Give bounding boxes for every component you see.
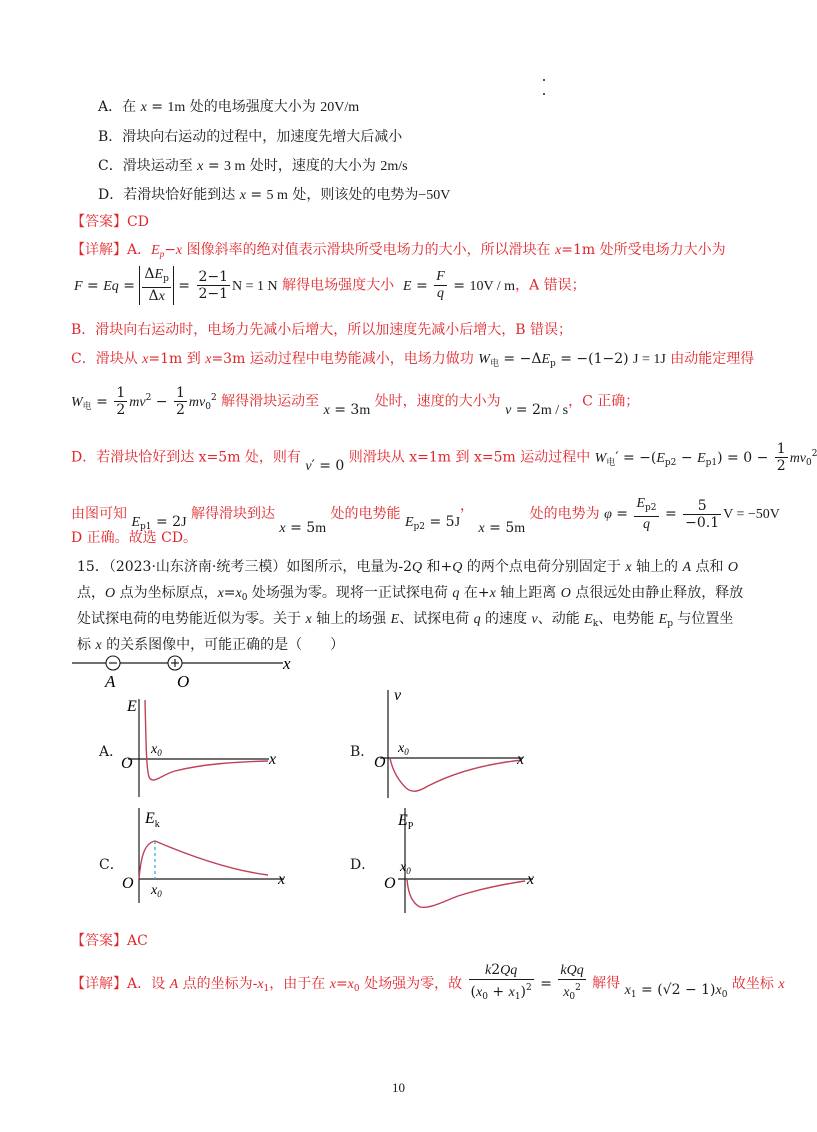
graph-a-xlabel: x (269, 751, 277, 768)
header-dot (543, 79, 545, 81)
graph-a-x0: $x_0$ (151, 742, 162, 758)
graph-b-xlabel: x (517, 751, 525, 768)
graph-a-origin: O (121, 755, 133, 772)
axis-label-x: x (283, 654, 291, 673)
detail-15: 【详解】A．设 A 点的坐标为$-x_1$，由于在 $x=x_0$ 处场强为零，故 $\frac{k2Qq}{(x_0 + x_1)^2}$ = $\frac{\text{kQq}}{x_0^2}$ 解得 $x_1 = (√2 - 1)x_0$ 故坐标 x (71, 962, 785, 1002)
graph-c-xlabel: x (278, 871, 286, 888)
detail-c-line2: $W_电$ = $\frac{1}{2}$ $mv^2$ − $\frac{1}{2}$ $mv_0^2$ 解得滑块运动至 x = 3m 处时，速度的大小为 v = 2m / s，C 正确； (71, 385, 640, 418)
graph-d-ylabel: $E_P$ (398, 812, 414, 832)
q15-line2: 点，O 点为坐标原点，$x=x_0$ 处场强为零。现将一正试探电荷 q 在+x 轴上距离 O 点很远处由静止释放，释放 (77, 585, 744, 603)
graph-b-origin: O (374, 754, 386, 771)
q15-line1: 15．（2023·山东济南·统考三模）如图所示，电量为-2Q 和+Q 的两个点电荷分别固定于 x 轴上的 A 点和 O (77, 559, 739, 575)
detail-d-end: D 正确。故选 CD。 (71, 530, 198, 546)
graph-d-origin: O (384, 875, 396, 892)
graph-d-label: D． (350, 857, 376, 873)
detail-c-line1: C．滑块从 x=1m 到 x=3m 运动过程中电势能减小，电场力做功 $W_电 = -\Delta E_p = -(1-2) J = 1J$ 由动能定理得 (71, 351, 755, 369)
charge-axis-diagram (70, 651, 300, 691)
option-b: B．滑块向右运动的过程中，加速度先增大后减小 (98, 129, 403, 145)
graph-a (113, 697, 283, 802)
page-number: 10 (392, 1080, 405, 1095)
option-c: C．滑块运动至 x = 3 m 处时，速度的大小为 2m/s (98, 158, 408, 174)
detail-d-line1: D．若滑块恰好到达 x=5m 处，则有 v′ = 0 则滑块从 x=1m 到 x=5m 运动过程中 $W_电' = -(E_{p2} - E_{p1}) = 0$ − $\frac{1}{2}$ $mv_0^2$ (71, 441, 817, 474)
option-a: A．在 x = 1m 处的电场强度大小为 20V/m (98, 99, 360, 115)
detail-a-line1: 【详解】A．$E_p-x$ 图像斜率的绝对值表示滑块所受电场力的大小，所以滑块在 x=1m 处所受电场力大小为 (71, 242, 726, 259)
graph-b-ylabel: v (394, 687, 402, 704)
graph-c-origin: O (122, 875, 134, 892)
graph-a-label: A． (99, 744, 124, 760)
graph-d-x0: $x_0$ (400, 860, 411, 876)
answer-prev: 【答案】CD (71, 214, 149, 230)
graph-c (113, 805, 293, 905)
graph-b-x0: $x_0$ (398, 741, 409, 757)
axis-label-o: O (177, 672, 190, 691)
graph-d-xlabel: x (527, 871, 535, 888)
detail-b: B．滑块向右运动时，电场力先减小后增大，所以加速度先减小后增大，B 错误； (71, 322, 573, 338)
q15-line3: 处试探电荷的电势能近似为零。关于 x 轴上的场强 E、试探电荷 q 的速度 v、动能 $E_k$、电势能 $E_p$ 与位置坐 (77, 611, 734, 629)
graph-b (370, 688, 530, 803)
graph-a-ylabel: E (127, 698, 137, 715)
header-dot (543, 93, 545, 95)
graph-c-label: C． (99, 857, 124, 873)
graph-c-x0: $x_0$ (151, 883, 162, 899)
graph-b-label: B． (350, 744, 375, 760)
q15-line4: 标 x 的关系图像中，可能正确的是（ ） (77, 637, 345, 653)
detail-d-line2: 由图可知 $E_{p1} = 2J$ 解得滑块到达 x = 5m 处的电势能 $E_{p2} = 5J$， x = 5m 处的电势为 φ = $\frac{E_{p2}}{q}$ = $\frac{5}{-0.1}$ V = −50V (71, 496, 780, 536)
axis-label-a: A (105, 672, 116, 691)
graph-c-ylabel: $E_k$ (145, 810, 160, 830)
option-d: D．若滑块恰好能到达 x = 5 m 处，则该处的电势为−50V (98, 187, 451, 203)
detail-a-formula: F = Eq = $\frac{\Delta E_p}{\Delta x}$ = $\frac{2-1}{2-1}$ N = 1 N 解得电场强度大小 E = $\frac{F}{q}$ = 10V / m，A 错误； (74, 266, 586, 304)
graph-d (370, 805, 540, 915)
answer-15: 【答案】AC (71, 933, 148, 949)
